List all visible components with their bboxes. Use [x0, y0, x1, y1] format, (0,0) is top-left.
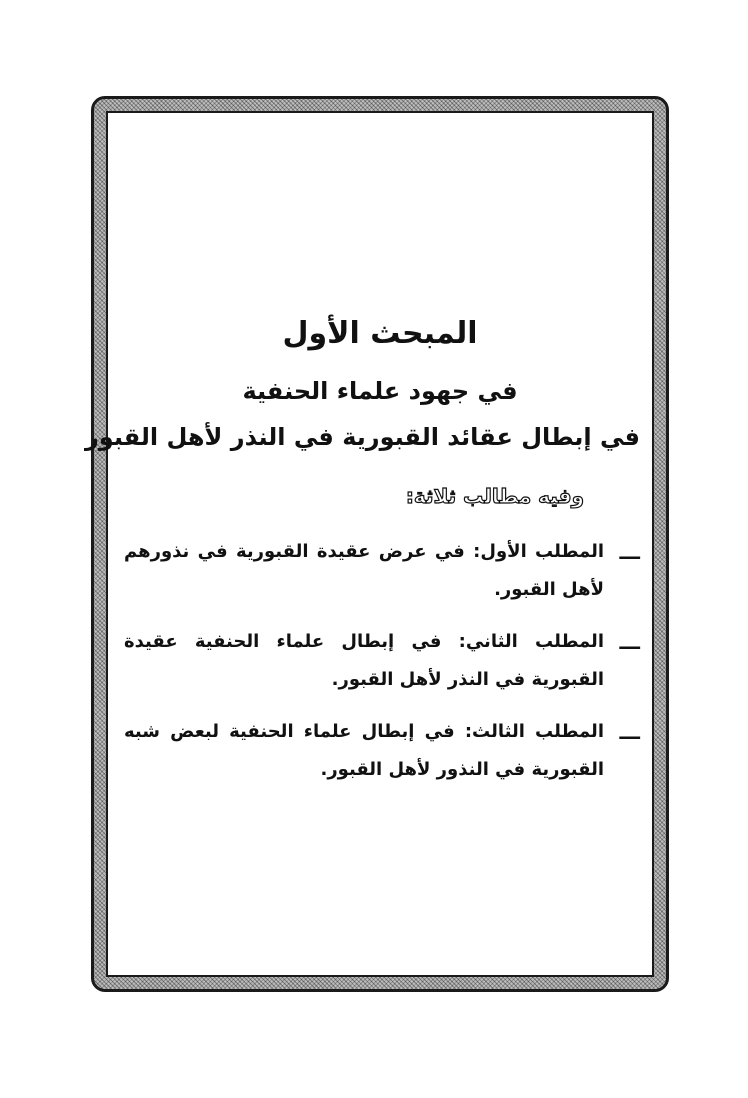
section-item-1	[120, 533, 640, 609]
section-item-2	[120, 623, 640, 699]
list-dash: ـــ	[619, 540, 640, 564]
sections-list	[120, 533, 640, 789]
list-dash: ـــ	[619, 720, 640, 744]
section-item-3	[120, 713, 640, 789]
section-item-text: المطلب الأول: في عرض عقيدة القبورية في نذورهم لأهل القبور.	[124, 541, 604, 600]
page-inner-panel	[84, 111, 654, 977]
page-border-frame	[84, 96, 669, 992]
sections-intro: وفيه مطالب ثلاثة:	[405, 484, 584, 508]
chapter-subtitle-2: في إبطال عقائد القبورية في النذر لأهل القبور	[84, 423, 640, 451]
chapter-content	[84, 313, 640, 803]
chapter-title: المبحث الأول	[282, 316, 478, 351]
list-dash: ـــ	[619, 630, 640, 654]
section-item-text: المطلب الثالث: في إبطال علماء الحنفية لبعض شبه القبورية في النذور لأهل القبور.	[124, 721, 604, 780]
chapter-subtitle-1: في جهود علماء الحنفية	[242, 377, 518, 405]
section-item-text: المطلب الثاني: في إبطال علماء الحنفية عقيدة القبورية في النذر لأهل القبور.	[124, 631, 604, 690]
